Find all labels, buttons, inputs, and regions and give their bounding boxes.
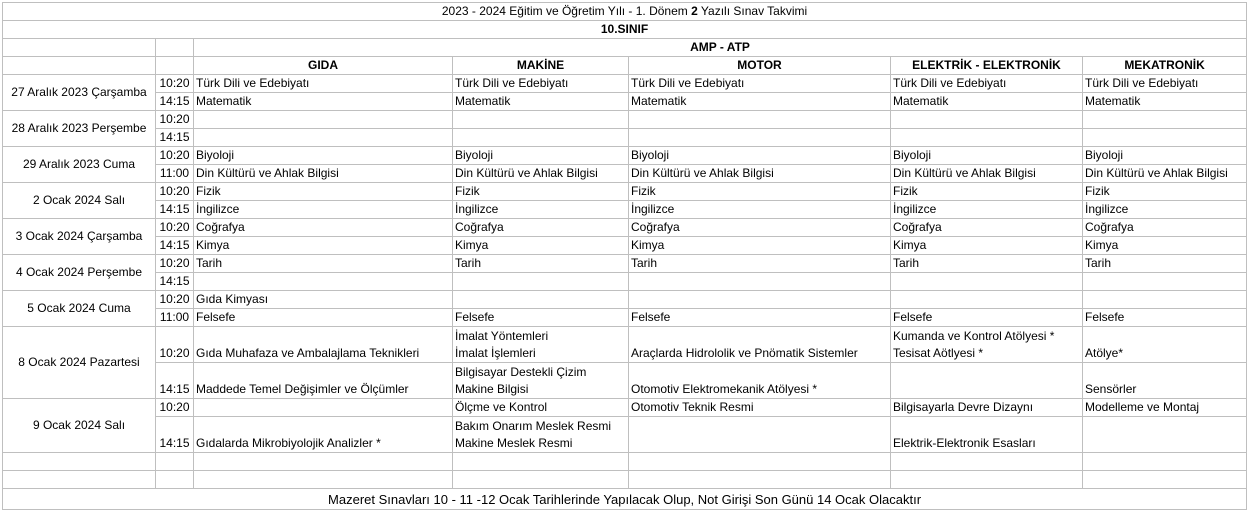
- exam-subject-cell: [629, 291, 891, 309]
- exam-subject-cell: [629, 111, 891, 129]
- exam-time: 11:00: [156, 165, 194, 183]
- exam-subject-cell: Din Kültürü ve Ahlak Bilgisi: [1083, 165, 1247, 183]
- exam-subject-cell: Türk Dili ve Edebiyatı: [453, 75, 629, 93]
- empty-cell: [629, 471, 891, 489]
- exam-subject-line: Tesisat Aötlyesi *: [893, 346, 984, 360]
- exam-subject-cell: Türk Dili ve Edebiyatı: [891, 75, 1083, 93]
- exam-subject-cell: Biyoloji: [1083, 147, 1247, 165]
- exam-subject-cell: [629, 129, 891, 147]
- spacer-row: [3, 453, 1247, 471]
- exam-subject-cell: [891, 273, 1083, 291]
- exam-schedule-table: [2, 2, 1247, 510]
- empty-cell: [156, 471, 194, 489]
- exam-subject-cell: Biyoloji: [891, 147, 1083, 165]
- exam-subject-cell: Matematik: [629, 93, 891, 111]
- schedule-row: [3, 363, 1247, 399]
- column-header-makine: MAKİNE: [453, 57, 629, 75]
- exam-subject-cell: [1083, 273, 1247, 291]
- schedule-row: [3, 129, 1247, 147]
- exam-subject-cell: Felsefe: [1083, 309, 1247, 327]
- schedule-row: [3, 165, 1247, 183]
- exam-subject-cell: Felsefe: [891, 309, 1083, 327]
- exam-subject-cell: [194, 129, 453, 147]
- exam-subject-line: Bakım Onarım Meslek Resmi: [455, 419, 612, 433]
- exam-subject-cell: Türk Dili ve Edebiyatı: [194, 75, 453, 93]
- exam-subject-cell: [629, 273, 891, 291]
- exam-subject-line: Makine Meslek Resmi: [455, 436, 573, 450]
- schedule-row: [3, 147, 1247, 165]
- schedule-row: [3, 273, 1247, 291]
- exam-subject-cell: [453, 417, 629, 453]
- exam-subject-line: İmalat Yöntemleri: [455, 329, 549, 343]
- exam-subject-cell: [453, 363, 629, 399]
- schedule-row: [3, 255, 1247, 273]
- exam-date: 29 Aralık 2023 Cuma: [3, 147, 156, 183]
- exam-subject-cell: İngilizce: [891, 201, 1083, 219]
- exam-subject-cell: Kimya: [453, 237, 629, 255]
- empty-header-cell: [3, 57, 156, 75]
- grade-label: 10.SINIF: [3, 21, 1247, 39]
- empty-cell: [3, 453, 156, 471]
- empty-cell: [194, 453, 453, 471]
- exam-subject-cell: Coğrafya: [891, 219, 1083, 237]
- schedule-row: [3, 399, 1247, 417]
- exam-subject-cell: Araçlarda Hidrololik ve Pnömatik Sistemler: [629, 327, 891, 363]
- exam-subject-cell: İngilizce: [194, 201, 453, 219]
- exam-subject-cell: Kimya: [891, 237, 1083, 255]
- title-prefix: 2023 - 2024 Eğitim ve Öğretim Yılı - 1. Dönem: [441, 4, 688, 18]
- exam-subject-cell: Coğrafya: [629, 219, 891, 237]
- exam-time: 10:20: [156, 75, 194, 93]
- exam-time: 14:15: [156, 363, 194, 399]
- exam-subject-cell: Matematik: [1083, 93, 1247, 111]
- exam-subject-cell: Kimya: [194, 237, 453, 255]
- exam-subject-cell: [1083, 291, 1247, 309]
- exam-subject-cell: [194, 273, 453, 291]
- exam-subject-cell: Gıda Kimyası: [194, 291, 453, 309]
- exam-date: 27 Aralık 2023 Çarşamba: [3, 75, 156, 111]
- exam-subject-cell: Gıda Muhafaza ve Ambalajlama Teknikleri: [194, 327, 453, 363]
- column-header-mekatronik: MEKATRONİK: [1083, 57, 1247, 75]
- exam-subject-cell: Fizik: [629, 183, 891, 201]
- exam-date: 2 Ocak 2024 Salı: [3, 183, 156, 219]
- exam-date: 28 Aralık 2023 Perşembe: [3, 111, 156, 147]
- exam-time: 10:20: [156, 291, 194, 309]
- exam-subject-cell: Tarih: [194, 255, 453, 273]
- exam-subject-cell: Bilgisayarla Devre Dizaynı: [891, 399, 1083, 417]
- exam-subject-cell: [453, 327, 629, 363]
- exam-subject-cell: Din Kültürü ve Ahlak Bilgisi: [194, 165, 453, 183]
- exam-time: 14:15: [156, 417, 194, 453]
- exam-subject-cell: Modelleme ve Montaj: [1083, 399, 1247, 417]
- exam-subject-cell: Biyoloji: [194, 147, 453, 165]
- schedule-row: [3, 183, 1247, 201]
- exam-subject-cell: [891, 363, 1083, 399]
- schedule-row: [3, 219, 1247, 237]
- empty-cell: [3, 471, 156, 489]
- exam-subject-cell: Otomotiv Teknik Resmi: [629, 399, 891, 417]
- title-suffix: Yazılı Sınav Takvimi: [700, 4, 808, 18]
- exam-subject-cell: Elektrik-Elektronik Esasları: [891, 417, 1083, 453]
- exam-subject-cell: Coğrafya: [1083, 219, 1247, 237]
- exam-subject-cell: Tarih: [1083, 255, 1247, 273]
- program-label: AMP - ATP: [194, 39, 1247, 57]
- exam-subject-cell: İngilizce: [629, 201, 891, 219]
- exam-time: 11:00: [156, 309, 194, 327]
- exam-subject-cell: Atölye*: [1083, 327, 1247, 363]
- exam-subject-cell: Coğrafya: [453, 219, 629, 237]
- exam-subject-cell: Fizik: [453, 183, 629, 201]
- exam-subject-cell: [453, 291, 629, 309]
- footer-note: Mazeret Sınavları 10 - 11 -12 Ocak Tarihlerinde Yapılacak Olup, Not Girişi Son Günü 14 Ocak Olacaktır: [3, 489, 1247, 510]
- empty-cell: [453, 453, 629, 471]
- exam-date: 8 Ocak 2024 Pazartesi: [3, 327, 156, 399]
- exam-subject-cell: İngilizce: [1083, 201, 1247, 219]
- exam-subject-cell: Biyoloji: [453, 147, 629, 165]
- exam-subject-cell: Tarih: [891, 255, 1083, 273]
- exam-time: 10:20: [156, 183, 194, 201]
- exam-subject-line: Makine Bilgisi: [455, 382, 529, 396]
- exam-subject-cell: [891, 327, 1083, 363]
- exam-time: 14:15: [156, 93, 194, 111]
- exam-subject-line: İmalat İşlemleri: [455, 346, 536, 360]
- exam-subject-cell: [891, 111, 1083, 129]
- exam-time: 14:15: [156, 237, 194, 255]
- exam-time: 14:15: [156, 201, 194, 219]
- empty-header-cell: [3, 39, 156, 57]
- empty-header-cell: [156, 57, 194, 75]
- exam-subject-cell: [194, 111, 453, 129]
- exam-time: 10:20: [156, 327, 194, 363]
- exam-subject-cell: [1083, 417, 1247, 453]
- exam-subject-cell: Felsefe: [629, 309, 891, 327]
- exam-date: 4 Ocak 2024 Perşembe: [3, 255, 156, 291]
- exam-date: 3 Ocak 2024 Çarşamba: [3, 219, 156, 255]
- exam-subject-line: Kumanda ve Kontrol Atölyesi *: [893, 329, 1055, 343]
- exam-subject-cell: Felsefe: [453, 309, 629, 327]
- exam-subject-cell: [891, 129, 1083, 147]
- exam-subject-cell: Matematik: [453, 93, 629, 111]
- exam-subject-cell: Kimya: [629, 237, 891, 255]
- exam-subject-cell: Din Kültürü ve Ahlak Bilgisi: [891, 165, 1083, 183]
- exam-subject-cell: [453, 129, 629, 147]
- exam-subject-cell: Biyoloji: [629, 147, 891, 165]
- empty-cell: [156, 453, 194, 471]
- schedule-row: [3, 291, 1247, 309]
- exam-subject-cell: Maddede Temel Değişimler ve Ölçümler: [194, 363, 453, 399]
- exam-subject-cell: Türk Dili ve Edebiyatı: [629, 75, 891, 93]
- empty-cell: [453, 471, 629, 489]
- exam-time: 10:20: [156, 399, 194, 417]
- schedule-row: [3, 93, 1247, 111]
- exam-subject-cell: Matematik: [891, 93, 1083, 111]
- exam-subject-cell: Gıdalarda Mikrobiyolojik Analizler *: [194, 417, 453, 453]
- empty-cell: [891, 453, 1083, 471]
- exam-subject-cell: [1083, 111, 1247, 129]
- exam-subject-cell: [194, 399, 453, 417]
- exam-time: 10:20: [156, 255, 194, 273]
- exam-subject-cell: İngilizce: [453, 201, 629, 219]
- exam-subject-cell: Otomotiv Elektromekanik Atölyesi *: [629, 363, 891, 399]
- exam-subject-cell: Coğrafya: [194, 219, 453, 237]
- empty-cell: [194, 471, 453, 489]
- exam-subject-cell: Fizik: [891, 183, 1083, 201]
- schedule-row: [3, 309, 1247, 327]
- exam-date: 9 Ocak 2024 Salı: [3, 399, 156, 453]
- exam-subject-cell: Fizik: [194, 183, 453, 201]
- exam-time: 14:15: [156, 129, 194, 147]
- exam-subject-cell: [629, 417, 891, 453]
- empty-cell: [1083, 471, 1247, 489]
- title-exam-number: 2: [691, 4, 698, 18]
- schedule-row: [3, 327, 1247, 363]
- spacer-row: [3, 471, 1247, 489]
- exam-subject-cell: [453, 111, 629, 129]
- exam-subject-cell: Felsefe: [194, 309, 453, 327]
- empty-cell: [629, 453, 891, 471]
- exam-time: 10:20: [156, 147, 194, 165]
- exam-subject-cell: Din Kültürü ve Ahlak Bilgisi: [453, 165, 629, 183]
- exam-subject-cell: Tarih: [629, 255, 891, 273]
- exam-subject-cell: Türk Dili ve Edebiyatı: [1083, 75, 1247, 93]
- exam-subject-cell: Sensörler: [1083, 363, 1247, 399]
- exam-subject-cell: Fizik: [1083, 183, 1247, 201]
- exam-subject-cell: [891, 291, 1083, 309]
- exam-subject-cell: Ölçme ve Kontrol: [453, 399, 629, 417]
- empty-cell: [1083, 453, 1247, 471]
- exam-subject-cell: Kimya: [1083, 237, 1247, 255]
- exam-time: 10:20: [156, 111, 194, 129]
- exam-time: 14:15: [156, 273, 194, 291]
- exam-subject-cell: Matematik: [194, 93, 453, 111]
- schedule-row: [3, 237, 1247, 255]
- column-header-elektrik: ELEKTRİK - ELEKTRONİK: [891, 57, 1083, 75]
- exam-subject-cell: Din Kültürü ve Ahlak Bilgisi: [629, 165, 891, 183]
- schedule-row: [3, 111, 1247, 129]
- column-header-gida: GIDA: [194, 57, 453, 75]
- exam-date: 5 Ocak 2024 Cuma: [3, 291, 156, 327]
- schedule-row: [3, 75, 1247, 93]
- empty-cell: [891, 471, 1083, 489]
- schedule-row: [3, 201, 1247, 219]
- exam-subject-cell: Tarih: [453, 255, 629, 273]
- empty-header-cell: [156, 39, 194, 57]
- exam-subject-cell: [453, 273, 629, 291]
- schedule-row: [3, 417, 1247, 453]
- page-title: [3, 3, 1247, 21]
- exam-time: 10:20: [156, 219, 194, 237]
- exam-subject-cell: [1083, 129, 1247, 147]
- exam-subject-line: Bilgisayar Destekli Çizim: [455, 365, 587, 379]
- column-header-motor: MOTOR: [629, 57, 891, 75]
